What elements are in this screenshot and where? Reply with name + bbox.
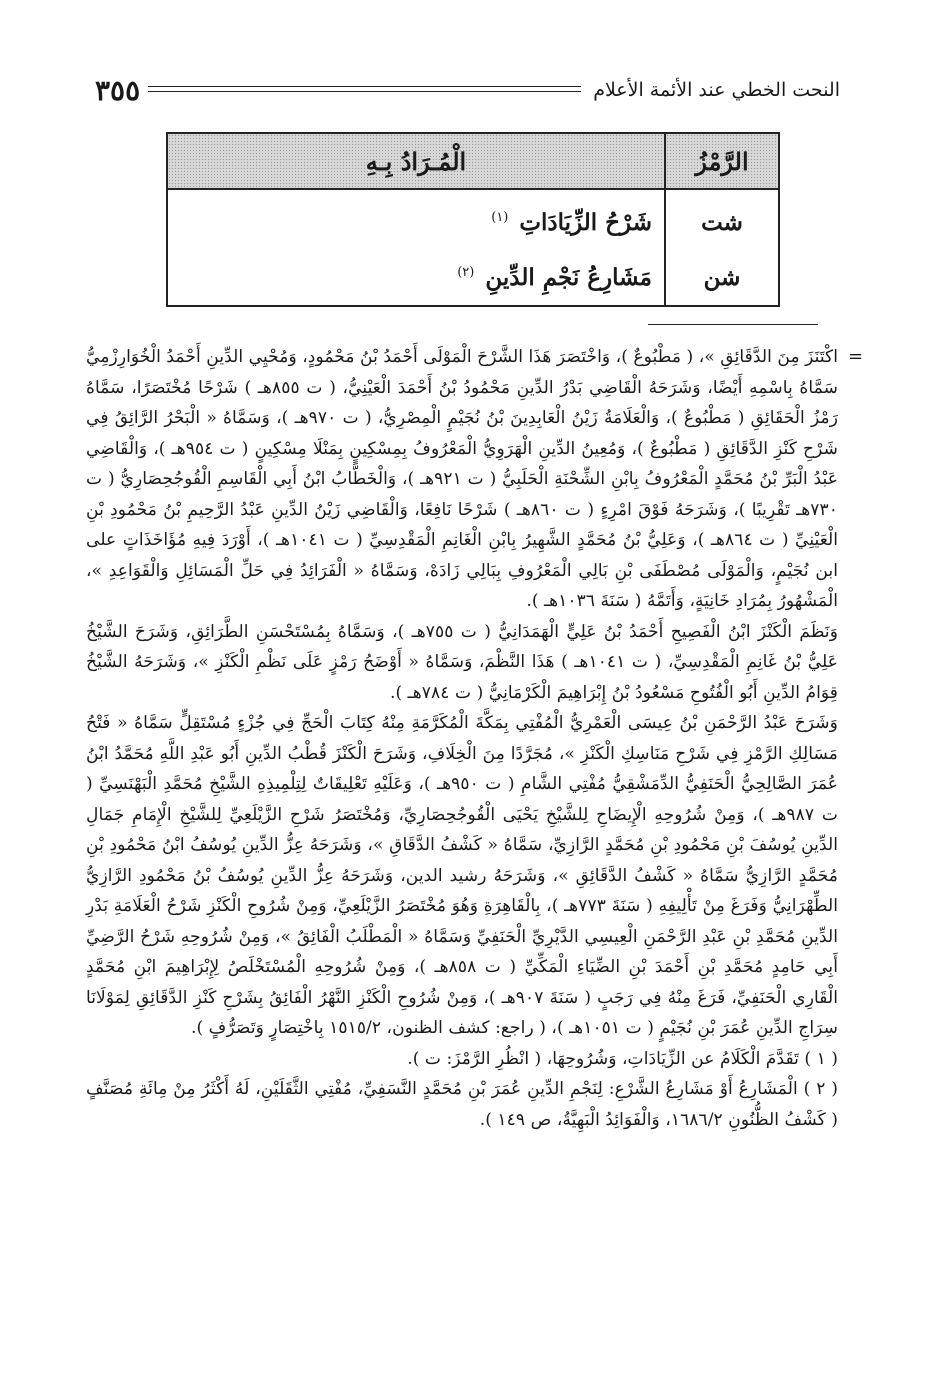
meaning-text: مَشَارِعُ نَجْمِ الدِّينِ [485,263,652,291]
page-header [95,70,840,110]
footnote-1: ( ١ ) تَقَدَّمَ الْكَلَامُ عن الزِّيَادَاتِ، وَشُرُوحِهَا، ( انْظُرِ الرَّمْزَ: ت ). [407,1048,838,1069]
meaning-text: شَرْحُ الزِّيَادَاتِ [519,208,652,236]
footnote-ref: (١) [491,209,509,225]
symbols-table [166,132,780,307]
table-row [167,249,779,306]
footnote-2: ( ٢ ) الْمَشَارِعُ أَوْ مَشَارِعُ الشَّرْعِ: لِنَجْمِ الدِّينِ عُمَرَ بْنِ مُحَمَّدٍ النَّسَفِيِّ، مُفْتِي الثَّقَلَيْنِ، لَهُ أَكْثَرُ مِنْ مِائَةِ مُصَنَّفٍ ( كَشْفُ الظُّنُونِ ١٦٨٦/٢، وَالْفَوَائِدُ الْبَهِيَّةُ، ص ١٤٩ ). [86,1079,838,1130]
symbol-code: شت [665,189,779,249]
table-row [167,189,779,249]
running-title: النحت الخطي عند الأئمة الأعلام [593,79,840,101]
footnote-body [86,342,838,1135]
footnote-ref: (٢) [457,264,475,280]
paragraph: اكْتَنَزَ مِنَ الدَّقَائِقِ »، ( مَطْبُوعٌ )، وَاخْتَصَرَ هَذَا الشَّرْحَ الْمَوْلَى أَحْمَدُ بْنُ مَحْمُودٍ، وَمُحْيِي الدِّينِ أَحْمَدُ الْخُوَارِزْمِيُّ سَمَّاهُ بِاسْمِهِ أَيْضًا، وَشَرَحَهُ الْقَاضِي بَدْرُ الدِّينِ مَحْمُودُ بْنُ أَحْمَدَ الْعَيْنِيُّ، ( ت ٨٥٥هـ ) شَرْحًا مُخْتَصَرًا، سَمَّاهُ رَمْزُ الْحَقَائِقِ ( مَطْبُوعٌ )، وَالْعَلَامَةُ زَيْنُ الْعَابِدِينَ بْنُ نُجَيْمٍ الْمِصْرِيُّ، ( ت ٩٧٠هـ )، وَسَمَّاهُ « الْبَحْرُ الرَّائِقُ فِي شَرْحِ كَنْزِ الدَّقَائِقِ ( مَطْبُوعٌ )، وَمُعِينُ الدِّينِ الْهَرَوِيُّ الْمَعْرُوفُ بِمِسْكِينٍ بِمَنْلَا مِسْكِينٍ ( ت ٩٥٤هـ )، وَالْقَاضِي عَبْدُ الْبَرِّ بْنُ مُحَمَّدٍ الْمَعْرُوفُ بِابْنِ الشِّحْنَةِ الْحَلَبِيُّ ( ت ٩٢١هـ )، وَالْخَطَّابُ ابْنُ أَبِي الْقَاسِمِ الْقُوجُحِصَارِيُّ ( ت ٧٣٠هـ تَقْرِيبًا )، وَشَرَحَهُ فَوْقَ امْرِءٍ ( ت ٨٦٠هـ ) شَرْحًا نَافِعًا، وَالْقَاضِي زَيْنُ الدِّينِ عَبْدُ الرَّحِيمِ بْنُ مَحْمُودِ بْنِ الْعَيْنِيِّ ( ت ٨٦٤هـ )، وَعَلِيُّ بْنُ مُحَمَّدٍ الشَّهِيرُ بِابْنِ الْغَانِمِ الْمَقْدِسِيِّ ( ت ١٠٤١هـ )، أَوْرَدَ فِيهِ مُؤَاخَذَاتٍ على ابن نُجَيْمٍ، وَالْمَوْلَى مُصْطَفَى بْنِ بَالِي الْمَعْرُوفِ بِبَالِي زَادَهْ، وَسَمَّاهُ « الْفَرَائِدُ فِي حَلِّ الْمَسَائِلِ وَالْقَوَاعِدِ »، الْمَشْهُورُ بِمُرَادِ خَانِيَةٍ، وَأَتَمَّهُ ( سَنَةَ ١٠٣٦هـ ). [86,347,838,611]
paragraph: وَنَظَمَ الْكَنْزَ ابْنُ الْفَصِيحِ أَحْمَدُ بْنُ عَلِيٍّ الْهَمَدَانِيُّ ( ت ٧٥٥هـ )، وَسَمَّاهُ بِمُسْتَحْسَنِ الطَّرَائِقِ، وَشَرَحَ الشَّيْخُ عَلِيُّ بْنُ غَانِمِ الْمَقْدِسِيِّ، ( ت ١٠٤١هـ ) هَذَا النَّظْمَ، وَسَمَّاهُ « أَوْضَحُ رَمْزٍ عَلَى نَظْمِ الْكَنْزِ »، وَشَرَحَهُ الشَّيْخُ قِوَامُ الدِّينِ أَبُو الْفُتُوحِ مَسْعُودُ بْنُ إِبْرَاهِيمَ الْكَرْمَانِيُّ ( ت ٧٨٤هـ ). [86,621,839,703]
continuation-mark: = [848,346,864,367]
symbol-meaning [167,249,665,306]
symbol-meaning [167,189,665,249]
column-header-code: الرَّمْزُ [665,133,779,189]
symbol-code: شن [665,249,779,306]
footnote-separator [648,324,818,325]
page-number: ٣٥٥ [95,73,141,107]
header-double-rule [148,85,581,95]
paragraph: وَشَرَحَ عَبْدُ الرَّحْمَنِ بْنُ عِيسَى الْعَمْرِيُّ الْمُفْتِي بِمَكَّةَ الْمُكَرَّمَةِ مِنْهُ كِتَابَ الْحَجِّ فِي جُزْءٍ مُسْتَقِلٍّ سَمَّاهُ « فَتْحُ مَسَالِكِ الرَّمْزِ فِي شَرْحِ مَنَاسِكِ الْكَنْزِ »، مُجَرَّدًا مِنَ الْخِلَافِ، وَشَرَحَ الْكَنْزَ قُطْبُ الدِّينِ أَبُو عَبْدِ اللَّهِ مُحَمَّدُ ابْنُ عُمَرَ الصَّالِحِيُّ الْحَنَفِيُّ الدِّمَشْقِيُّ مُفْتِي الشَّامِ ( ت ٩٥٠هـ )، وَعَلَيْهِ تَعْلِيقَاتٌ لِتِلْمِيذِهِ الشَّيْخِ مُحَمَّدِ الْبَهْنَسِيِّ ( ت ٩٨٧هـ )، وَمِنْ شُرُوحِهِ الْإِيضَاحِ لِلشَّيْخِ يَحْيَى الْقُوجُحِصَارِيِّ، وَمُخْتَصَرُ شَرْحِ الزَّيْلَعِيِّ لِلشَّيْخِ الْإِمَامِ جَمَالِ الدِّينِ يُوسُفَ بْنِ مَحْمُودِ بْنِ مُحَمَّدٍ الرَّازِيِّ، سَمَّاهُ « كَشْفُ الدَّقَاقِ »، وَشَرَحَهُ عِزُّ الدِّينِ يُوسُفُ ابْنُ مَحْمُودِ بْنِ مُحَمَّدٍ الرَّازِيُّ سَمَّاهُ « كَشْفُ الدَّقَائِقِ »، وَشَرَحَهُ رشيد الدين، وَشَرَحَهُ عِزُّ الدِّينِ يُوسُفُ بْنُ مَحْمُودِ الرَّازِيُّ الطِّهْرَانِيُّ وَفَرَغَ مِنْ تَأْلِيفِهِ ( سَنَةَ ٧٧٣هـ )، بِالْقَاهِرَةِ وَهُوَ مُخْتَصَرُ الزَّيْلَعِيِّ، وَمِنْ شُرُوحِ الْكَنْزِ شَرْحُ الْعَلَامَةِ بَدْرِ الدِّينِ مُحَمَّدِ بْنِ عَبْدِ الرَّحْمَنِ الْعِيسِي الدَّيْرِيِّ الْحَنَفِيِّ وَسَمَّاهُ « الْمَطْلَبُ الْفَائِقُ »، وَمِنْ شُرُوحِهِ شَرْحُ الرَّضِيِّ أَبِي حَامِدٍ مُحَمَّدِ بْنِ أَحْمَدَ بْنِ الضِّيَاءِ الْمَكِّيِّ ( ت ٨٥٨هـ )، وَمِنْ شُرُوحِهِ الْمُسْتَخْلَصُ لِإِبْرَاهِيمَ ابْنِ مُحَمَّدٍ الْقَارِي الْحَنَفِيِّ، فَرَغَ مِنْهُ فِي رَجَبٍ ( سَنَةَ ٩٠٧هـ )، وَمِنْ شُرُوحِ الْكَنْزِ النَّهْرُ الْفَائِقُ بِشَرْحِ كَنْزِ الدَّقَائِقِ لِمَوْلَانَا سِرَاجِ الدِّينِ عُمَرَ بْنِ نُجَيْمٍ ( ت ١٠٥١هـ )، ( راجع: كشف الظنون، ١٥١٥/٢ بِاخْتِصَارٍ وَتَصَرُّفٍ ). [86,713,839,1038]
column-header-meaning: الْمُـرَادُ بِـهِ [167,133,665,189]
table-header-row [167,133,779,189]
